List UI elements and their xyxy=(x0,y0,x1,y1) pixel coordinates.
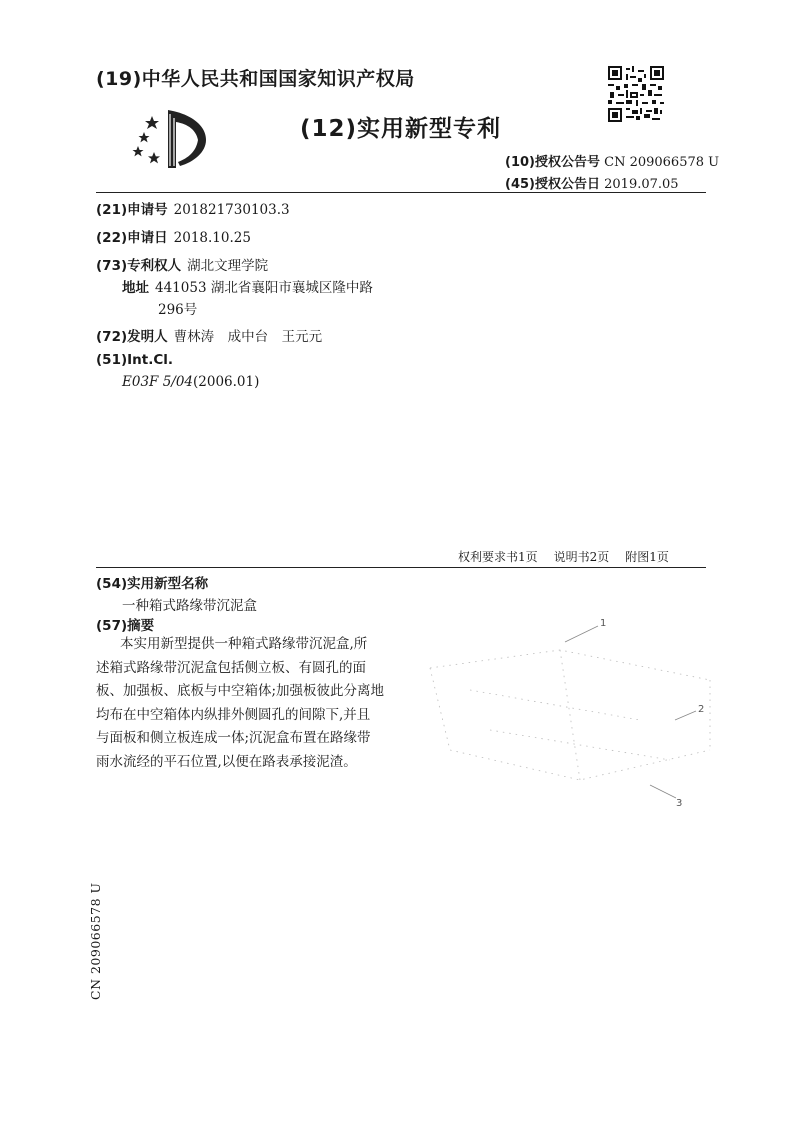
inventors xyxy=(96,325,322,345)
abstract-text xyxy=(96,633,385,774)
application-number xyxy=(96,198,290,218)
page-counts xyxy=(458,548,669,565)
drawings-page-count: 附图1页 xyxy=(625,550,669,564)
leader-line-3 xyxy=(650,785,676,798)
filing-date-value: 2018.10.25 xyxy=(173,230,251,246)
side-publication-number: CN 209066578 U xyxy=(88,882,103,1000)
publication-number xyxy=(505,151,719,170)
abstract-line: 与面板和侧立板连成一体;沉泥盒布置在路缘带 xyxy=(96,730,371,746)
publication-date-value: 2019.07.05 xyxy=(604,177,679,192)
ipc-version: (2006.01) xyxy=(193,374,260,390)
address-line1: 441053 湖北省襄阳市襄城区隆中路 xyxy=(155,280,373,296)
address xyxy=(122,276,373,296)
publication-number-value: CN 209066578 U xyxy=(604,155,720,170)
application-number-label: (21)申请号 xyxy=(96,202,168,218)
patent-type-title: (12)实用新型专利 xyxy=(300,116,502,142)
inventors-value: 曹林涛 成中台 王元元 xyxy=(173,329,323,345)
abstract-label-text: (57)摘要 xyxy=(96,618,155,634)
ref-label-3: 3 xyxy=(676,798,683,809)
publication-number-label: (10)授权公告号 xyxy=(505,155,600,170)
publication-date-label: (45)授权公告日 xyxy=(505,177,600,192)
qr-code-icon xyxy=(608,66,664,122)
section-divider xyxy=(96,567,706,568)
claims-page-count: 权利要求书1页 xyxy=(458,550,538,564)
abstract-line: 雨水流经的平石位置,以便在路表承接泥渣。 xyxy=(96,753,357,770)
abstract-line: 本实用新型提供一种箱式路缘带沉泥盒,所 xyxy=(120,636,368,652)
patent-office-logo-icon xyxy=(126,100,216,172)
filing-date-label: (22)申请日 xyxy=(96,230,168,246)
inventors-label: (72)发明人 xyxy=(96,329,168,345)
patentee xyxy=(96,254,268,274)
filing-date xyxy=(96,226,251,246)
leader-line-2 xyxy=(675,711,696,720)
patentee-label: (73)专利权人 xyxy=(96,258,182,274)
abstract-line: 述箱式路缘带沉泥盒包括侧立板、有圆孔的面 xyxy=(96,659,366,676)
abstract-drawing xyxy=(410,610,730,820)
ref-label-1: 1 xyxy=(600,618,607,629)
publication-date xyxy=(505,173,679,192)
title-section-label-text: (54)实用新型名称 xyxy=(96,576,209,592)
leader-line-1 xyxy=(565,626,598,642)
ref-label-2: 2 xyxy=(698,704,705,715)
abstract-line: 均布在中空箱体内纵排外侧圆孔的间隙下,并且 xyxy=(96,706,371,723)
office-name: (19)中华人民共和国国家知识产权局 xyxy=(96,68,415,90)
ipc-code: E03F 5/04 xyxy=(122,374,194,390)
ipc-classification xyxy=(122,374,259,390)
ipc-label-text: (51)Int.Cl. xyxy=(96,352,174,368)
ipc-label xyxy=(96,352,173,368)
patentee-value: 湖北文理学院 xyxy=(187,258,269,274)
address-line2: 296号 xyxy=(158,302,198,318)
title-section-label xyxy=(96,572,208,592)
application-number-value: 201821730103.3 xyxy=(173,202,290,218)
utility-model-title: 一种箱式路缘带沉泥盒 xyxy=(122,598,257,614)
address-label: 地址 xyxy=(122,280,149,296)
description-page-count: 说明书2页 xyxy=(553,550,610,564)
abstract-line: 板、加强板、底板与中空箱体;加强板彼此分离地 xyxy=(96,683,385,699)
abstract-label xyxy=(96,614,154,634)
header-divider xyxy=(96,192,706,193)
